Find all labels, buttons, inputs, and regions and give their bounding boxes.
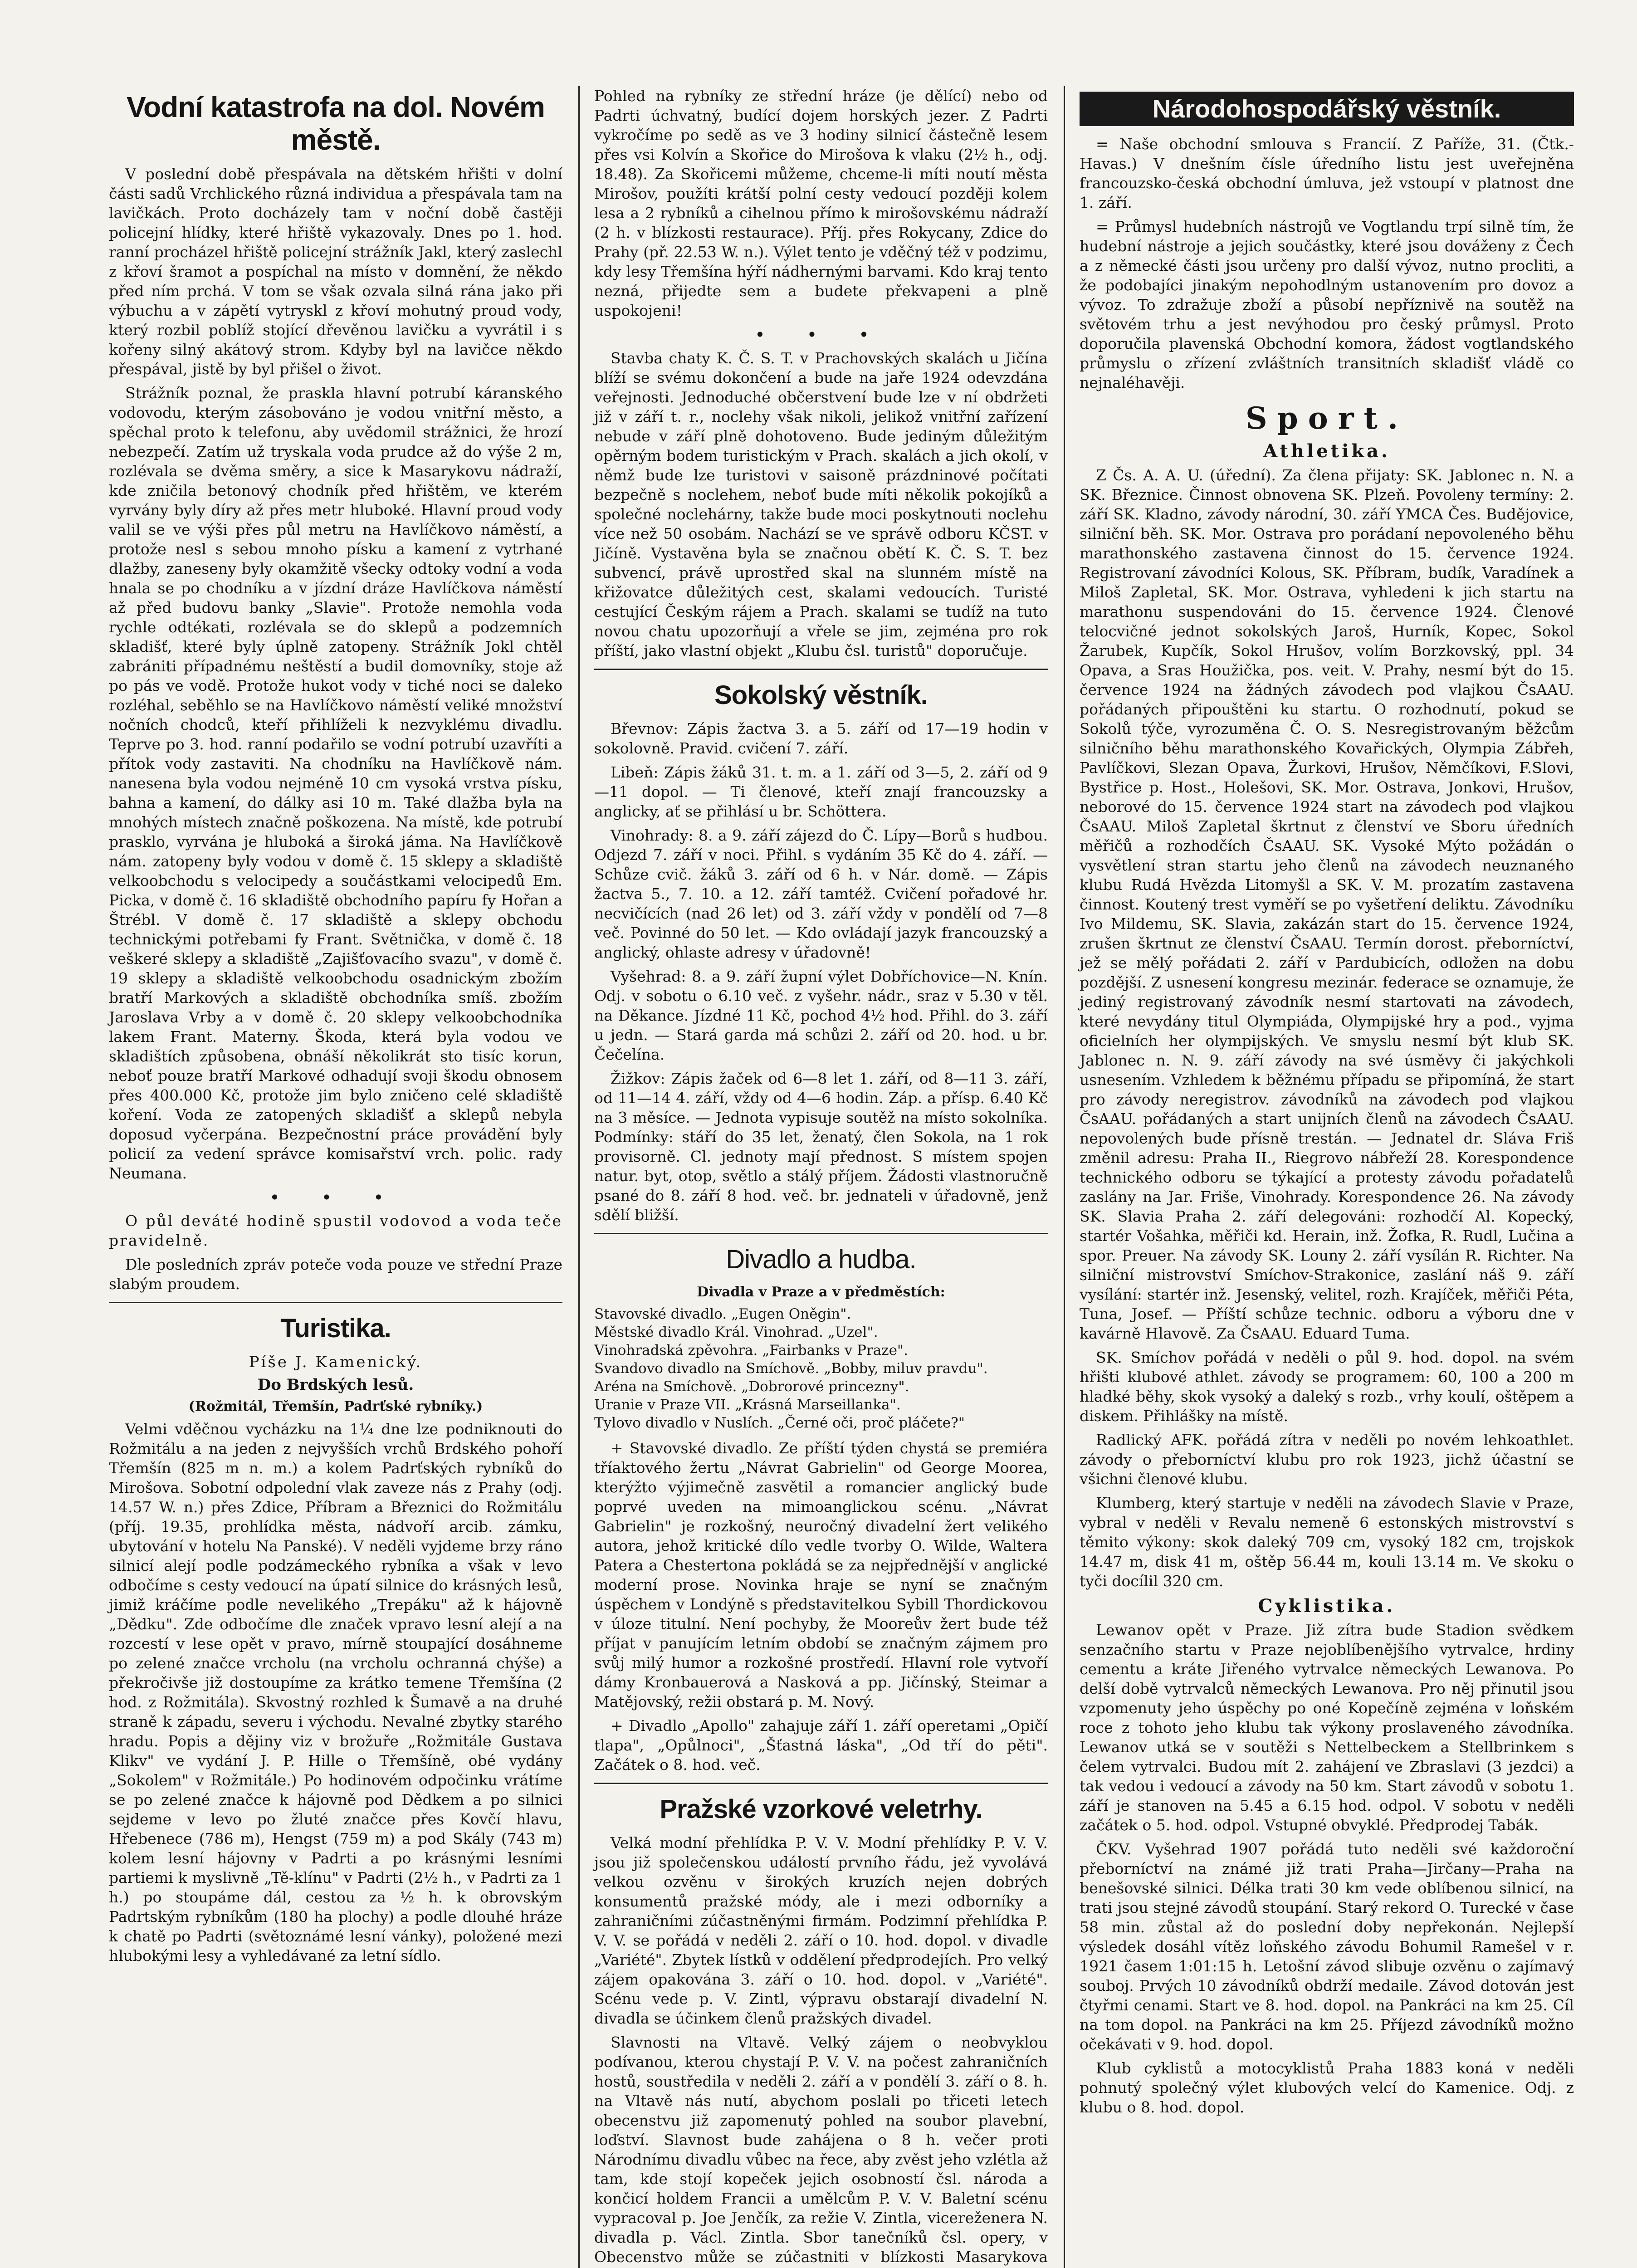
column-2 (594, 86, 1048, 2268)
article-paragraph: Slavnosti na Vltavě. Velký zájem o neobvyklou podívanou, kterou chystají P. V. V. na počest zahraničních hostů, soustředila v neděli 2. září a v pondělí 3. září o 8. h. na Vltavě nás nutí, abychom poslali po třiceti letech obecenstvu již zapomenutý pohled na soubor plavební, loďství. Slavnost bude zahájena o 8 h. večer proti Národnímu divadlu vůbec na řece, aby zvěst jeho vzlétla až tam, kde stojí kopeček jejich osobností čsl. národa a končicí holdem Francii a umělcům P. V. V. Baletní scénu vypracoval p. Joe Jenčík, za režie V. Zintla, vicereženera N. divadla p. Václ. Zintla. Sbor tanečníků čsl. opery, v Obecenstvo může se zúčastniti v blízkosti Masarykova (594, 2033, 1048, 2266)
article-paragraph: Velmi vděčnou vycházku na 1¼ dne lze podniknouti do Rožmitálu a na jeden z nejvyšších vrchů Brdského pohoří Třemšín (825 m n. m.) a kolem Padrťských rybníků do Mirošova. Sobotní odpolední vlak zaveze nás z Prahy (odj. 14.57 W. n.) přes Zdice, Příbram a Březnici do Rožmitálu (příj. 19.35, prohlídka města, nádvoří arcib. zámku, ubytování v hotelu Na Panské). V neděli vyjdeme brzy ráno silnicí alejí podle podzámeckého rybníka a však v levo odbočíme s cesty vedoucí na úpatí silnice do krásných lesů, jimiž kráčíme podle nevelikého „Trepáku" až k hájovně „Dědku". Zde odbočíme dle značek vpravo lesní alejí a na rozcestí v lese opět v pravo, mírně stoupající dosáhneme po zelené značce vrcholu (na vrcholu ochranná chýše) a překročivše již dostoupíme za krátko temene Třemšína (2 hod. z Rožmitála). Skvostný rozhled k Šumavě a na druhé straně k západu, severu i východu. Nevalné zbytky starého hradu. Popis a dějiny viz v brožuře „Rožmitále Gustava Klikv" ve vydání J. P. Hille o Třemšíně, obé vydány „Sokolem" v Rožmitále.) Po hodinovém odpočinku vrátíme se po zelené značce k hájovně pod Dědkem a po silnici sejdeme v levo po žluté značce přes Kovčí hlavu, Hřebenece (786 m), Hengst (759 m) a pod Skály (743 m) kolem lesní hájovny v Padrti a po krásnými lesními partiemi k myslivně „Tě-klínu" v Padrti (2½ h., v Padrti za 1 h.) po stoupáme dál, cestou za ½ h. k obrovským Padrtským rybníkům (180 ha plochy) a podle dlouhé hráze k chatě po Padrti (světoznámé lesní vánky), položené mezi hlubokými lesy a vyhledávané za letní sídlo. (109, 1420, 562, 1965)
article-paragraph: + Stavovské divadlo. Ze příští týden chystá se premiéra tříaktového žertu „Návrat Gabrielin" od George Moorea, kterýžto výjimečně zasvětil a romancier anglický bude poprvé uveden na mimoanglickou scénu. „Návrat Gabrielin" je rozkošný, neuročný divadelní žert velikého autora, jehož kritické dílo vedle tvorby O. Wilde, Waltera Patera a Chestertona pokládá se za nejpřednější v anglické moderní prose. Novinka hraje se nyní se značným úspěchem v Londýně s představitelkou Sybill Thordickovou v úloze titulní. Není pochyby, že Mooreův žert bude též příjat v panujícím letním období se značným zájmem pro svůj milý humor a rozkošné prostředí. Hlavní role vytvoří dámy Kronbauerová a Nasková a pp. Jičínský, Steimar a Matějovský, režii obstará p. M. Nový. (594, 1439, 1048, 1711)
subheading-athletika: Athletika. (1263, 440, 1390, 462)
article-paragraph: Z Čs. A. A. U. (úřední). Za člena přijaty: SK. Jablonec n. N. a SK. Březnice. Činnost obnovena SK. Plzeň. Povoleny termíny: 2. září SK. Kladno, závody národní, 30. září YMCA Čes. Budějovice, silniční běh. SK. Mor. Ostrava pro porádaní nepovoleného běhu marathonského zastavena činnost do 15. července 1924. Registrovaní závodníci Kolous, SK. Příbram, budík, Varadínek a Miloš Zapletal, SK. Mor. Ostrava, vyhledeni k jich startu na marathonu suspendováni do 15. července 1924. Členové telocvičné jednot sokolských Jaroš, Hurník, Kopec, Sokol Žarubek, Kupčík, Sokol Hrušov, volím Borzkovský, ppl. 34 Opava, a Sras Houžička, pos. veit. V. Prahy, nesmí být do 15. července 1924 na žádných závodech pod vlajkou ČsAAU. pořádaných připouštěni ku startu. O rozhodnutí, pokud se Sokolů týče, vyrozuměna Č. O. S. Nesregistrovaným běžcům silničního běhu marathonského Kovařických, Olympia Zábřeh, Pavlíčkovi, Slezan Opava, Žurkovi, Hrušov, Němčíkovi, F.Slovi, Bystřice p. Host., Holešovi, SK. Mor. Ostrava, Jonkovi, Hrušov, neborové do 15. července 1924 start na závodech pod vlajkou ČsAAU. Miloš Zapletal škrtnut z členství ve Sboru úředních měřičů a rozhodčích ČsAAU. SK. Vysoké Mýto požádán o vysvětlení stran startu jeho členů na závodech neuznaného klubu Rudá Hvězda Litomyšl a SK. V. M. prozatím zastavena činnost. Koutený trest vyměří se po vyšetření deliktu. Závodníku Ivo Mildemu, SK. Slavia, zakázán start do 15. července 1924, zrušen škrtnut ze členství ČsAAU. Termín dorost. přeborníctví, jež se mělý pořádati 2. září v Pardubicích, odložen na dobu pozdější. Z usnesení kongresu mezinár. federace se oznamuje, že jediný registrovaný závodník nesmí startovati na závodech, které nevydány titul Olympiáda, Olympijské hry a pod., vyjma oficielních her olympijských. Ve smyslu nesmí být klub SK. Jablonec n. N. 9. září závody na své úsměvy či jakýchkoli usnesením. Vzhledem k běžnému případu se připomíná, že start pro závody neregistrov. závodníků na závodech pod vlajkou ČsAAU. pořádaných a start unijních členů na závodech ČsAAU. nepovolených bude přísně trestán. — Jednatel dr. Sláva Friš změnil adresu: Praha II., Riegrovo nábřeží 28. Korespondence technického odboru se týkající a protesty závodu pořadatelů zaslány na Jar. Friše, Vinohrady. Korespondence 26. Na závody SK. Slavia Praha 2. září delegováni: rozhodčí Al. Kopecký, startér Vošahka, měřiči kd. Herain, inž. Žofka, R. Rudl, Lučina a spor. Preuer. Na závody SK. Louny 2. září vysílán R. Richter. Na silniční mistrovství Smíchov-Strakonice, zaslání náš 9. září vysílání: startér inž. Jesenský, velitel, rozh. Krajíček, měřiči Péta, Tuna, Josef. — Příští schůze technic. odboru a výboru dne v kavárně Hlavově. Za ČsAAU. Eduard Tuma. (1080, 466, 1574, 1342)
article-paragraph: + Divadlo „Apollo" zahajuje září 1. září operetami „Opičí tlapa", „Opůlnoci", „Šťastná láska", „Od tří do pěti". Začátek o 8. hod. več. (594, 1717, 1048, 1774)
article-paragraph: = Průmysl hudebních nástrojů ve Vogtlandu trpí silně tím, že hudební nástroje a jejich součástky, které jsou dováženy z Čech a z německé části jsou určeny pro další vývoz, nutno procliti, a že podobajíci jinakým nepohodlným ustanovením pro dovoz a vývoz. To zdražuje zboží a působí nepříznivě na soutěž na světovém trhu a jest nevýhodou pro český průmysl. Proto doporučila plavenská Obchodní komora, žádost vogtlandského průmyslu o zřízení zvláštních transitních skladišť vládě co nejnaléhavěji. (1080, 218, 1574, 391)
column-rule (578, 86, 580, 2268)
dots-divider: • • • (755, 325, 887, 345)
section-divider (594, 1783, 1048, 1784)
theatre-listing: Svandovo divadlo na Smíchově. „Bobby, miluv pravdu". (594, 1360, 988, 1377)
subheading-cyklistika: Cyklistika. (1258, 1595, 1396, 1617)
article-paragraph: Klumberg, který startuje v neděli na závodech Slavie v Praze, vybral v neděli v Revalu nemeně 6 estonských mistrovství s těmito výkony: skok daleký 709 cm, vysoký 182 cm, trojskok 14.47 m, disk 41 m, oštěp 56.44 m, kouli 13.14 m. Ve skoku o tyči docílil 320 cm. (1080, 1494, 1574, 1590)
article-paragraph: Dle posledních zpráv poteče voda pouze ve střední Praze slabým proudem. (109, 1256, 562, 1293)
headline-sokolsky-vestnik: Sokolský věstník. (714, 680, 928, 710)
subheading: Do Brdských lesů. (257, 1376, 414, 1394)
article-paragraph: Vyšehrad: 8. a 9. září župní výlet Dobříchovice—N. Knín. Odj. v sobotu o 6.10 več. z vyšehr. nádr., sraz v 5.30 v těl. na Děkance. Jízdné 11 Kč, pochod 4½ hod. Přihl. do 3. září u jedn. — Stará garda má schůzi 2. září od 20. hod. u br. Čečelína. (594, 968, 1048, 1063)
subheading-small: (Rožmitál, Třemšín, Padrťské rybníky.) (188, 1398, 483, 1414)
article-paragraph: Strážník poznal, že praskla hlavní potrubí káranského vodovodu, kterým zásobováno je vodou vnitřní město, a spěchal proto k telefonu, aby uvědomil strážnici, že hrozí nebezpečí. Zatím už tryskala voda prudce až do výše 2 m, rozlévala se dvěma směry, a sice k Masarykovu nádraží, kde zničila betonový chodník před hřištěm, ve kterém vyrvány byly díry až přes metr hluboké. Hlavní proud vody valil se ve výši přes půl metru na Havlíčkovo náměstí, a protože nesl s sebou mnoho písku a kamení z vytrhané dlažby, zaneseny byly okamžitě všecky odtoky vodní a voda hnala se po chodníku a v jízdní dráze Havlíčkova náměstí až před budovu banky „Slavie". Protože nemohla voda rychle odtékati, rozlévala se do sklepů a podzemních skladišť, které byly úplně zatopeny. Strážník Jokl chtěl zabrániti případnému neštěstí a budil domovníky, stoje až po pás ve vodě. Protože hukot vody v tiché noci se daleko rozléhal, seběhlo se na Havlíčkovo náměstí veliké množství nočních chodců, kteří přihlíželi k nezvyklému divadlu. Teprve po 3. hod. ranní podařilo se vodní potrubí uzavříti a přítok vody zastaviti. Na chodníku na Havlíčkově nám. nanesena byla vodou nejméně 10 cm vysoká vrstva písku, bahna a kamení, do dálky asi 10 m. Také dlažba byla na mnohých místech značně poškozena. Na místě, kde potrubí prasklo, vyrvána je hluboká a široká jáma. Na Havlíčkově nám. zatopeny byly vodou v domě č. 15 sklepy a skladiště velkoobchodu s velocipedy a součástkami velocipedů Em. Picka, v domě č. 16 skladiště obchodního papíru fy Hořan a Štrébl. V domě č. 17 skladiště a sklepy obchodu technickými potřebami fy Frant. Světnička, v domě č. 18 veškeré sklepy a skladiště „Zajišťovacího svazu", v domě č. 19 sklepy a skladiště velkoobchodu osadnickým zbožím bratří Markových a skladiště obchodníka smíš. zbožím Jaroslava Vrby a v domě č. 20 sklepy velkoobchodníka lakem Frant. Materny. Škoda, která byla vodou ve skladištích způsobena, obnáší několikrát sto tisíc korun, neboť pouze bratří Markové odhadují svoji škodu obnosem přes 400.000 Kč, protože jim bylo zničeno celé skladiště koření. Voda ze zatopených skladišť a sklepů nebyla doposud vyčerpána. Bezpečnostní práce provádění byly policií za vedení správce komisařství vrch. polic. rady Neumana. (109, 384, 562, 1182)
article-paragraph: = Naše obchodní smlouva s Francií. Z Paříže, 31. (Čtk.-Havas.) V dnešním čísle úředního listu jest uveřejněna francouzsko-česká obchodní úmluva, jež vstoupí v platnost dne 1. září. (1080, 135, 1574, 211)
section-divider (594, 1233, 1048, 1234)
subheading-small: Divadla v Praze a v předměstích: (697, 1284, 945, 1300)
article-paragraph: Velká modní přehlídka P. V. V. Modní přehlídky P. V. V. jsou již společenskou událostí prvního řádu, jež vyvolává velkou ozvěnu v širokých kruzích nejen dobrých konsumentů pražské módy, ale i mezi odborníky a zahraničními zúčastněnými firmám. Podzimní přehlídka P. V. V. se pořádá v neděli 2. září o 10. hod. dopol. v divadle „Variété". Zbytek lístků v oddělení předprodejích. Pro velký zájem opakována 3. září o 10. hod. dopol. v „Variété". Scénu vede p. V. Zintl, výpravu obstarají divadelní N. divadla se účinkem členů pražských divadel. (594, 1834, 1048, 2027)
article-paragraph: Libeň: Zápis žáků 31. t. m. a 1. září od 3—5, 2. září od 9—11 dopol. — Ti členové, kteří znají francouzsky a anglicky, ať se přihlásí u br. Schöttera. (594, 763, 1048, 820)
article-paragraph: ČKV. Vyšehrad 1907 pořádá tuto neděli své každoroční přeborníctví na známé již trati Praha—Jirčany—Praha na benešovské silnici. Délka trati 30 km vede oblíbenou silnicí, na trati jsou stejné závodů stoupání. Starý rekord O. Turecké v čase 58 min. zůstal až do poslední doby nepřekonán. Nejlepší výsledek dosáhl vítěz loňského závodu Bohumil Ramešel v r. 1921 časem 1:01:15 h. Letošní závod slibuje ozvěnu o zajímavý souboj. Prvých 10 závodníků obdrží medaile. Závod dotován jest čtyřmi cenami. Start ve 8. hod. dopol. na Pankráci na km 25. Cíl na tom dopol. na Pankráci na km 25. Příjezd závodníků možno očekávati v 9. hod. dopol. (1080, 1840, 1574, 2053)
headline-sport: Sport. (1245, 401, 1408, 436)
headline-prazske-vzorkove-veletrhy: Pražské vzorkové veletrhy. (660, 1794, 982, 1824)
newspaper-page (109, 86, 1619, 2268)
article-paragraph: Břevnov: Zápis žactva 3. a 5. září od 17—19 hodin v sokolovně. Pravid. cvičení 7. září. (594, 720, 1048, 757)
article-paragraph: Lewanov opět v Praze. Již zítra bude Stadion svědkem senzačního startu v Praze nejoblíbenějšího vytrvalce, hrdiny cementu a kráte Jiřeného vytrvalce německých Lewanova. Po delší době vytrvalců německých Lewanova. Pro něj přinutil jsou vzpomenuty jeho úspěchy po oné Kopečíně zejména v loňském roce z tohoto jeho klubu tak výkony proslaveného závodníka. Lewanov utká se v soutěži s Nettelbeckem a Stellbrinkem s čelem vytrvalci. Budou mít 2. zahájení ve Zbraslavi (3 jezdci) a tak vedou i vedoucí a závody na 50 km. Start závodů v sobotu 1. září je stanoven na 5.45 a 6.15 hod. odpol. V sobotu v neděli začátek o 5. hod. odpol. Vstupné obvyklé. Předprodej Tabák. (1080, 1621, 1574, 1834)
theatre-listing: Vinohradská zpěvohra. „Fairbanks v Praze". (594, 1342, 909, 1359)
article-paragraph: Žižkov: Zápis žaček od 6—8 let 1. září, od 8—11 3. září, od 11—14 4. září, vždy od 4—6 hodin. Záp. a přísp. 6.40 Kč na 3 měsíce. — Jednota vypisuje soutěž na místo sokolníka. Podmínky: stáří do 35 let, ženatý, člen Sokola, na 1 rok provisorně. Cl. jednoty mají přednost. S místem spojen natur. byt, otop, světlo a stálý příjem. Žádosti vlastnoručně psané do 8. září 8 hod. več. br. jednateli v úřadovně, jenž sdělí bližší. (594, 1070, 1048, 1224)
article-paragraph: Klub cyklistů a motocyklistů Praha 1883 koná v neděli pohnutý společný výlet klubových velcí do Kamenice. Odj. z klubu o 8. hod. dopol. (1080, 2059, 1574, 2116)
column-rule (1064, 86, 1065, 2268)
headline-narodohospodarsky-vestnik: Národohospodářský věstník. (1080, 92, 1574, 126)
byline: Píše J. Kamenický. (249, 1353, 423, 1371)
section-divider (594, 669, 1048, 670)
headline-turistika: Turistika. (280, 1314, 391, 1343)
theatre-listing: Aréna na Smíchově. „Dobrorové princezny". (594, 1378, 909, 1395)
article-paragraph: Pohled na rybníky ze střední hráze (je dělící) nebo od Padrti úchvatný, budící dojem horských jezer. Z Padrti vykročíme po sedě as ve 3 hodiny silnicí částečně lesem přes vsi Kolvín a Skořice do Mirošova k vlaku (2½ h., odj. 18.48). Za Skořicemi můžeme, chceme-li míti noutí města Mirošov, použíti krátší polní cesty vedoucí později kolem lesa a 2 rybníků a cihelnou přímo k mirošovskému nádraží (2 h. v blízkosti restaurace). Příj. přes Rokycany, Zdice do Prahy (př. 22.53 W. n.). Výlet tento je vděčný též v podzimu, kdy lesy Třemšína hýří nádhernými barvami. Kdo kraj tento nezná, přijedte sem a budete překvapeni a plně uspokojeni! (594, 87, 1048, 319)
headline-divadlo-a-hudba: Divadlo a hudba. (726, 1245, 916, 1274)
article-paragraph: Stavba chaty K. Č. S. T. v Prachovských skalách u Jičína blíží se svému dokončení a bude na jaře 1924 odevzdána veřejnosti. Jednoduché občerstvení bude lze v ní obdržeti již v září t. r., noclehy však nikoli, jelikož vnitřní zařízení nebude v září plně dohotoveno. Bude jediným důležitým opěrným bodem turistickým v Prach. skalách a jich okolí, v němž bude lze turistovi v saisoně prázdninové počítati bezpečně s noclehem, neboť bude míti několik pokojíků a společné noclehárny, takže bude moci poskytnouti noclehu více než 50 osobám. Nachází se ve správě odboru KČST. v Jičíně. Vystavěna byla se značnou obětí K. Č. S. T. bez subvencí, právě uprostřed skal na slunném místě na křižovatce důležitých cest, skalami vedoucích. Turisté cestující Českým rájem a Prach. skalami se tudíž na tuto novou chatu upozorňují a vřele se jim, zejména pro rok příští, jako vlastní objekt „Klubu čsl. turistů" doporučuje. (594, 349, 1048, 660)
article-paragraph: SK. Smíchov pořádá v neděli o půl 9. hod. dopol. na svém hřišti klubové athlet. závody se programem: 60, 100 a 200 m hladké běhy, skok vysoký a daleký s rozb., vrhy koulí, oštěpem a diskem. Přihlášky na místě. (1080, 1349, 1574, 1425)
dots-divider: • • • (269, 1188, 402, 1207)
article-paragraph: Radlický AFK. pořádá zítra v neděli po novém lehkoathlet. závody o přeborníctví klubu pro rok 1923, jichž účastní se všichni členové klubu. (1080, 1431, 1574, 1488)
column-1 (109, 86, 562, 1970)
theatre-listing: Stavovské divadlo. „Eugen Oněgin". (594, 1306, 851, 1322)
theatre-listing: Tylovo divadlo v Nuslích. „Černé oči, proč pláčete?" (594, 1415, 965, 1431)
theatre-listing: Uranie v Praze VII. „Krásná Marseillanka". (594, 1397, 901, 1413)
theatre-listing: Městské divadlo Král. Vinohrad. „Uzel". (594, 1324, 878, 1340)
article-paragraph: Vinohrady: 8. a 9. září zájezd do Č. Lípy—Borů s hudbou. Odjezd 7. září v noci. Přihl. s vydáním 35 Kč do 4. září. — Schůze cvič. žáků 3. září od 6 h. v Nár. domě. — Zápis žactva 5., 7. 10. a 12. září tamtéž. Cvičení pořadové hr. necvičících (nad 26 let) od 3. září vždy v pondělí od 7—8 več. Povinné do 50 let. — Kdo ovládají jazyk francouzský a anglický, ohlaste adresy v úřadovně! (594, 826, 1048, 961)
column-3 (1080, 86, 1574, 2121)
headline-vodni-katastrofa: Vodní katastrofa na dol. Novém městě. (127, 91, 545, 156)
article-paragraph: V poslední době přespávala na dětském hřišti v dolní části sadů Vrchlického různá individua a přespávala tam na lavičkách. Proto docházely tam v noční době častěji policejní hlídky, které hřiště vykazovaly. Dnes po 1. hod. ranní procházel hřiště policejní strážník Jakl, který zaslechl z křoví šramot a pospíchal na místo v domnění, že někdo před ním prchá. V tom se však ozvala silná rána jako při výbuchu a v zápětí vytryskl z křoví mohutný proud vody, který rozbil poblíž stojící dřevěnou lavičku a vyvrátil i s kořeny silný akátový strom. Kdyby byl na lavičce někdo přespával, jistě by byl přišel o život. (109, 165, 562, 378)
article-paragraph: O půl deváté hodině spustil vodovod a voda teče pravidelně. (109, 1212, 562, 1249)
section-divider (109, 1302, 562, 1303)
